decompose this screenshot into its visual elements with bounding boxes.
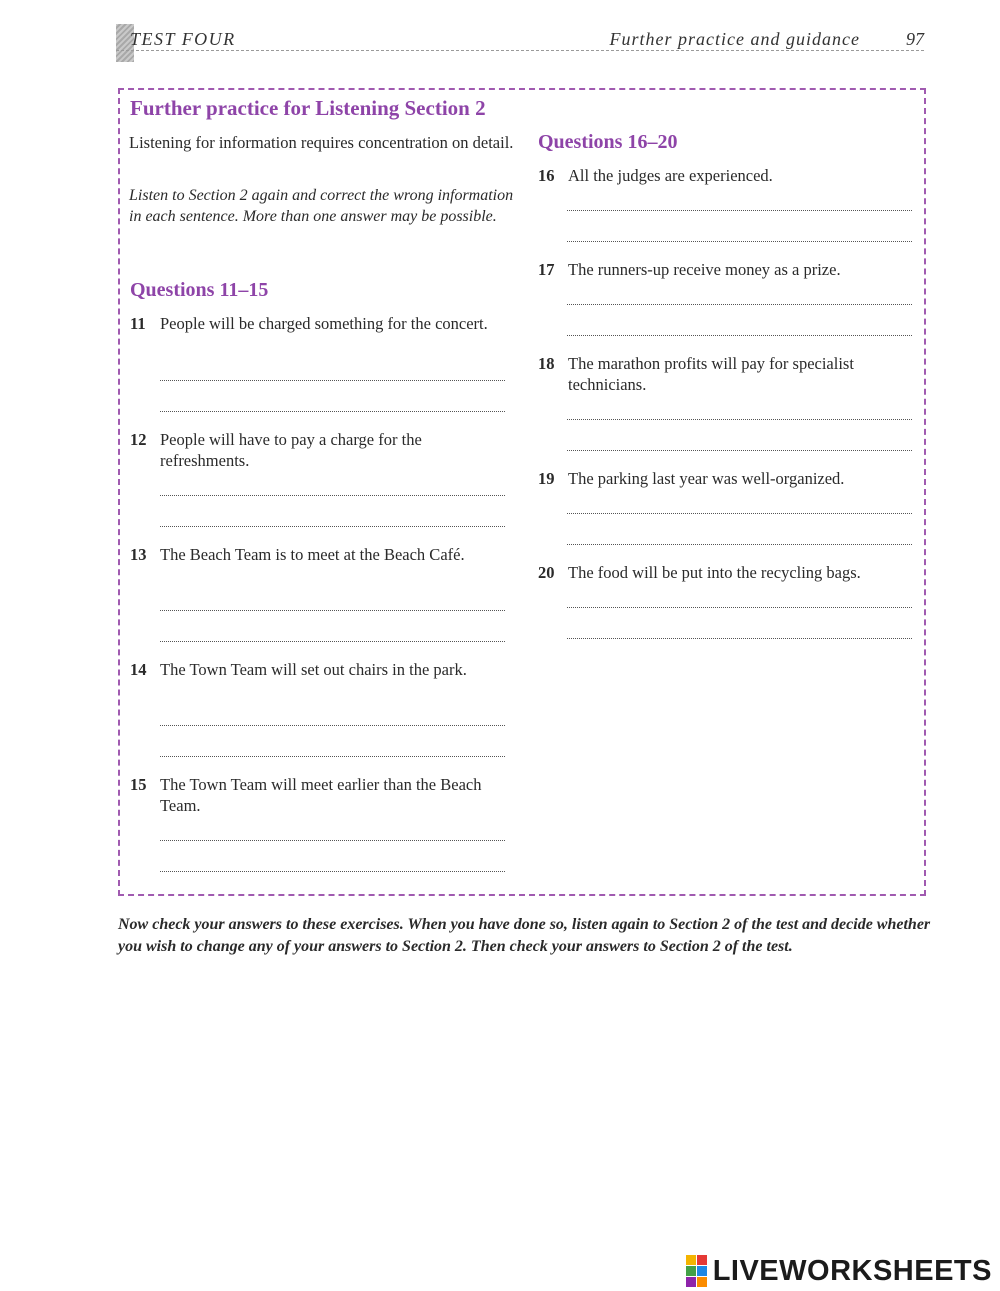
header-test-label: TEST FOUR: [130, 29, 236, 49]
header-section-title: Further practice and guidance: [609, 29, 860, 49]
answer-line[interactable]: [567, 638, 912, 639]
question-text: The Town Team will meet earlier than the Beach Team.: [160, 775, 482, 815]
practice-box-title: Further practice for Listening Section 2: [130, 96, 486, 120]
answer-line[interactable]: [160, 411, 505, 412]
answer-line[interactable]: [567, 241, 912, 242]
instruction-text: Listen to Section 2 again and correct the wrong information in each sentence. More than one answer may be possible.: [129, 187, 514, 225]
question-number: 15: [130, 775, 147, 794]
question-number: 20: [538, 563, 555, 582]
questions-16-20-heading: Questions 16–20: [538, 131, 678, 153]
question-text: All the judges are experienced.: [568, 166, 773, 185]
answer-line[interactable]: [567, 304, 912, 305]
answer-line[interactable]: [567, 607, 912, 608]
logo-tile: [686, 1255, 696, 1265]
liveworksheets-logo-icon: [686, 1255, 707, 1287]
intro-text: Listening for information requires concentration on detail.: [129, 133, 514, 152]
logo-tile: [686, 1277, 696, 1287]
question-text: The marathon profits will pay for specialist technicians.: [568, 354, 854, 394]
answer-line[interactable]: [160, 495, 505, 496]
question-text: The parking last year was well-organized.: [568, 469, 845, 488]
questions-11-15-heading: Questions 11–15: [130, 279, 269, 301]
question-text: The runners-up receive money as a prize.: [568, 260, 841, 279]
answer-line[interactable]: [160, 871, 505, 872]
question-text: The Beach Team is to meet at the Beach Café.: [160, 545, 465, 564]
logo-tile: [697, 1266, 707, 1276]
answer-line[interactable]: [160, 610, 505, 611]
question-number: 14: [130, 660, 147, 679]
question-number: 16: [538, 166, 555, 185]
question-number: 13: [130, 545, 147, 564]
question-number: 12: [130, 430, 147, 449]
answer-line[interactable]: [160, 641, 505, 642]
watermark-text: LIVEWORKSHEETS: [712, 1254, 992, 1287]
answer-line[interactable]: [160, 526, 505, 527]
check-answers-note: Now check your answers to these exercises. When you have done so, listen again to Section 2 of the test and decide whether you wish to change any of your answers to Section 2. Then check your answers to Section 2 of the test.: [118, 916, 931, 955]
answer-line[interactable]: [567, 513, 912, 514]
answer-line[interactable]: [160, 840, 505, 841]
answer-line[interactable]: [160, 725, 505, 726]
question-text: People will be charged something for the concert.: [160, 314, 488, 333]
answer-line[interactable]: [567, 544, 912, 545]
answer-line[interactable]: [160, 756, 505, 757]
question-number: 11: [130, 314, 146, 333]
answer-line[interactable]: [160, 380, 505, 381]
answer-line[interactable]: [567, 450, 912, 451]
question-text: The Town Team will set out chairs in the park.: [160, 660, 467, 679]
question-text: People will have to pay a charge for the refreshments.: [160, 430, 422, 470]
logo-tile: [686, 1266, 696, 1276]
question-text: The food will be put into the recycling bags.: [568, 563, 861, 582]
logo-tile: [697, 1255, 707, 1265]
answer-line[interactable]: [567, 210, 912, 211]
header-divider: [116, 50, 924, 51]
page-number: 97: [906, 29, 924, 49]
logo-tile: [697, 1277, 707, 1287]
answer-line[interactable]: [567, 419, 912, 420]
answer-line[interactable]: [567, 335, 912, 336]
liveworksheets-watermark: [686, 1256, 992, 1286]
question-number: 17: [538, 260, 555, 279]
question-number: 18: [538, 354, 555, 373]
question-number: 19: [538, 469, 555, 488]
